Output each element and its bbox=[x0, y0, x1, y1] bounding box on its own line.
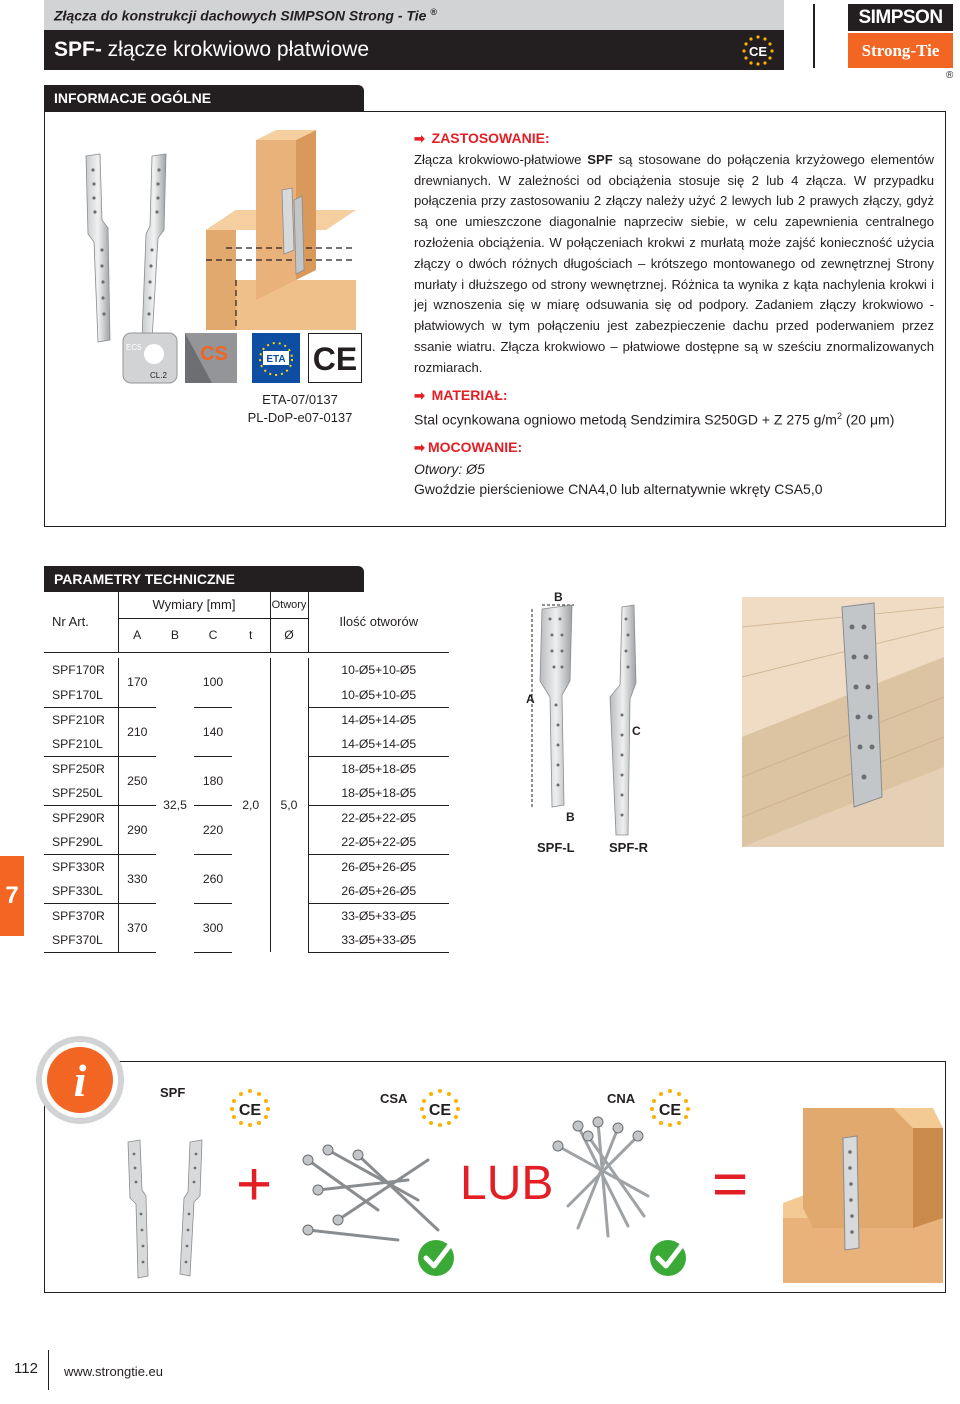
cell-dimension-a: 290 bbox=[118, 805, 156, 854]
arrow-right-icon: ➡ bbox=[414, 439, 425, 455]
technical-heading: PARAMETRY TECHNICZNE bbox=[44, 566, 364, 592]
svg-text:B: B bbox=[566, 810, 575, 824]
svg-text:CE: CE bbox=[428, 1102, 452, 1119]
application-text: Złącza krokwiowo-płatwiowe SPF są stosowane do połączenia krzyżowego elementów drewnianych. W zależności od obciążenia stosuje się 2 lub 4 złącza. W przypadku połączenia przy zastosowaniu 2 złączy należy użyć 2 lewych lub 2 prawych złączy, gdyż są one umieszczone diagonalnie naprzeciw siebie, w celu zapewnienia centralnego rozłożenia obciążenia. W połączeniach krokwi z murłatą może zajść konieczność użycia złączy o dwóch różnych długościach – krótszego montowanego od zewnętrznej Strony murłaty i dłuższego od strony wewnętrznej. Różnica ta wynika z kąta nachylenia krokwi i jej wznoszenia się w miarę odsuwania się od podpory. Zadaniem złączy krokwiowo - płatwiowych w tym połączeniu jest zabezpieczenie dachu przed poderwaniem przez ssanie wiatru. Złącza krokwiowo – płatwiowe dostępne są w sześciu znormalizowanych rozmiarach. bbox=[414, 151, 934, 375]
label-cna: CNA bbox=[607, 1091, 636, 1106]
svg-text:EC5: EC5 bbox=[126, 343, 142, 352]
mounting-heading: ➡ MOCOWANIE: bbox=[414, 437, 934, 459]
cell-dimension-a: 250 bbox=[118, 756, 156, 805]
cell-article-number: SPF290R bbox=[44, 805, 118, 830]
strongtie-logo: Strong-Tie bbox=[848, 33, 953, 68]
plus-sign: + bbox=[236, 1150, 273, 1219]
col-header-b: B bbox=[156, 618, 194, 652]
arrow-right-icon: ➡ bbox=[414, 131, 425, 146]
cell-hole-count: 33-Ø5+33-Ø5 bbox=[308, 928, 449, 953]
svg-text:CE: CE bbox=[312, 341, 358, 377]
cell-article-number: SPF290L bbox=[44, 830, 118, 855]
cell-hole-count: 33-Ø5+33-Ø5 bbox=[308, 903, 449, 928]
label-spf-r: SPF-R bbox=[609, 840, 648, 855]
col-header-count: Ilość otworów bbox=[308, 592, 449, 652]
equals-sign: = bbox=[712, 1150, 749, 1219]
col-header-t: t bbox=[232, 618, 270, 652]
cs-badge bbox=[184, 332, 238, 384]
checkmark-icon bbox=[648, 1234, 692, 1278]
or-label: LUB bbox=[460, 1157, 554, 1210]
cell-dimension-c: 180 bbox=[194, 756, 232, 805]
col-header-d: Ø bbox=[270, 618, 308, 652]
eta-badge bbox=[252, 333, 300, 383]
cell-hole-count: 26-Ø5+26-Ø5 bbox=[308, 879, 449, 904]
checkmark-icon bbox=[416, 1234, 460, 1278]
ce-mark bbox=[308, 333, 362, 383]
svg-text:CS: CS bbox=[200, 343, 228, 365]
ce-stars-icon bbox=[228, 1088, 272, 1128]
footer-url[interactable]: www.strongtie.eu bbox=[64, 1364, 163, 1379]
info-icon bbox=[30, 1030, 130, 1130]
svg-text:B: B bbox=[554, 590, 563, 604]
cell-article-number: SPF250R bbox=[44, 756, 118, 781]
cell-dimension-a: 210 bbox=[118, 707, 156, 756]
general-info-text bbox=[414, 128, 934, 500]
cell-dimension-a: 330 bbox=[118, 854, 156, 903]
footer-divider bbox=[48, 1350, 49, 1390]
cell-hole-count: 26-Ø5+26-Ø5 bbox=[308, 854, 449, 879]
cell-dimension-c: 220 bbox=[194, 805, 232, 854]
eta-number: ETA-07/0137 bbox=[262, 392, 338, 407]
cell-hole-count: 10-Ø5+10-Ø5 bbox=[308, 658, 449, 683]
mounting-fasteners: Gwoździe pierścieniowe CNA4,0 lub alternatywnie wkręty CSA5,0 bbox=[414, 481, 823, 498]
cell-dimension-a: 370 bbox=[118, 903, 156, 952]
cell-hole-count: 14-Ø5+14-Ø5 bbox=[308, 732, 449, 757]
cell-article-number: SPF370L bbox=[44, 928, 118, 953]
cell-hole-diameter: 5,0 bbox=[270, 658, 308, 952]
ec5-service-class-badge bbox=[122, 332, 178, 384]
label-spf-l: SPF-L bbox=[537, 840, 575, 855]
rafter-purlin-illustration bbox=[206, 130, 366, 330]
dimension-drawing bbox=[512, 585, 662, 860]
cell-hole-count: 18-Ø5+18-Ø5 bbox=[308, 781, 449, 806]
svg-text:CE: CE bbox=[748, 44, 768, 59]
registered-mark: ® bbox=[946, 70, 954, 81]
connector-pair-illustration bbox=[80, 150, 190, 350]
svg-text:i: i bbox=[73, 1055, 87, 1106]
svg-text:CE: CE bbox=[238, 1102, 262, 1119]
label-csa: CSA bbox=[380, 1091, 408, 1106]
cell-dimension-c: 100 bbox=[194, 658, 232, 707]
cna-nails-image bbox=[548, 1116, 658, 1246]
page-title: SPF- złącze krokwiowo płatwiowe bbox=[54, 38, 370, 61]
material-text: Stal ocynkowana ogniowo metodą Sendzimira S250GD + Z 275 $g/m^2$ (20 μm) bbox=[414, 411, 895, 429]
col-header-dims: Wymiary [mm] bbox=[118, 592, 270, 618]
cell-thickness: 2,0 bbox=[242, 798, 260, 812]
mounting-holes: Otwory: Ø5 bbox=[414, 460, 485, 477]
cell-hole-count: 22-Ø5+22-Ø5 bbox=[308, 805, 449, 830]
eta-references bbox=[240, 391, 360, 427]
svg-text:CE: CE bbox=[658, 1102, 682, 1119]
cell-article-number: SPF210L bbox=[44, 732, 118, 757]
technical-table bbox=[44, 592, 449, 953]
ce-stars-icon bbox=[418, 1088, 462, 1128]
chapter-tab: 7 bbox=[0, 856, 24, 936]
spf-connector-pair-image bbox=[118, 1138, 213, 1283]
cell-article-number: SPF170L bbox=[44, 683, 118, 708]
cell-dimension-c: 260 bbox=[194, 854, 232, 903]
cell-article-number: SPF330R bbox=[44, 854, 118, 879]
installed-connector-photo bbox=[783, 1108, 943, 1283]
cell-article-number: SPF170R bbox=[44, 658, 118, 683]
svg-text:A: A bbox=[526, 692, 535, 706]
svg-text:ETA: ETA bbox=[266, 354, 286, 365]
dop-number: PL-DoP-e07-0137 bbox=[247, 410, 353, 425]
table-row bbox=[44, 658, 449, 683]
general-info-heading: INFORMACJE OGÓLNE bbox=[44, 85, 364, 111]
cell-hole-count: 14-Ø5+14-Ø5 bbox=[308, 707, 449, 732]
cell-article-number: SPF210R bbox=[44, 707, 118, 732]
col-header-holes: Otwory bbox=[270, 592, 308, 618]
col-header-c: C bbox=[194, 618, 232, 652]
simpson-logo: SIMPSON bbox=[848, 4, 953, 31]
cell-hole-count: 10-Ø5+10-Ø5 bbox=[308, 683, 449, 708]
header-divider bbox=[813, 4, 815, 68]
cell-dimension-a: 170 bbox=[118, 658, 156, 707]
header-subtitle: Złącza do konstrukcji dachowych SIMPSON Strong - Tie ® bbox=[54, 7, 437, 24]
label-spf: SPF bbox=[160, 1085, 186, 1100]
header-subtitle-bar bbox=[44, 0, 784, 30]
cell-hole-count: 18-Ø5+18-Ø5 bbox=[308, 756, 449, 781]
svg-text:C: C bbox=[632, 724, 641, 738]
application-heading: ➡ ZASTOSOWANIE: bbox=[414, 128, 934, 150]
ce-stars-icon bbox=[740, 34, 776, 66]
cell-dimension-c: 300 bbox=[194, 903, 232, 952]
page-number: 112 bbox=[14, 1360, 38, 1377]
material-heading: ➡ MATERIAŁ: bbox=[414, 385, 934, 407]
header-title-bar bbox=[44, 30, 784, 70]
cell-hole-count: 22-Ø5+22-Ø5 bbox=[308, 830, 449, 855]
installation-photo bbox=[742, 597, 944, 847]
cell-article-number: SPF330L bbox=[44, 879, 118, 904]
col-header-a: A bbox=[118, 618, 156, 652]
cell-dimension-b: 32,5 bbox=[163, 798, 187, 812]
arrow-right-icon: ➡ bbox=[414, 387, 425, 403]
cell-article-number: SPF250L bbox=[44, 781, 118, 806]
svg-text:CL.2: CL.2 bbox=[150, 371, 167, 380]
cell-article-number: SPF370R bbox=[44, 903, 118, 928]
cell-dimension-c: 140 bbox=[194, 707, 232, 756]
col-header-nr: Nr Art. bbox=[44, 592, 118, 652]
